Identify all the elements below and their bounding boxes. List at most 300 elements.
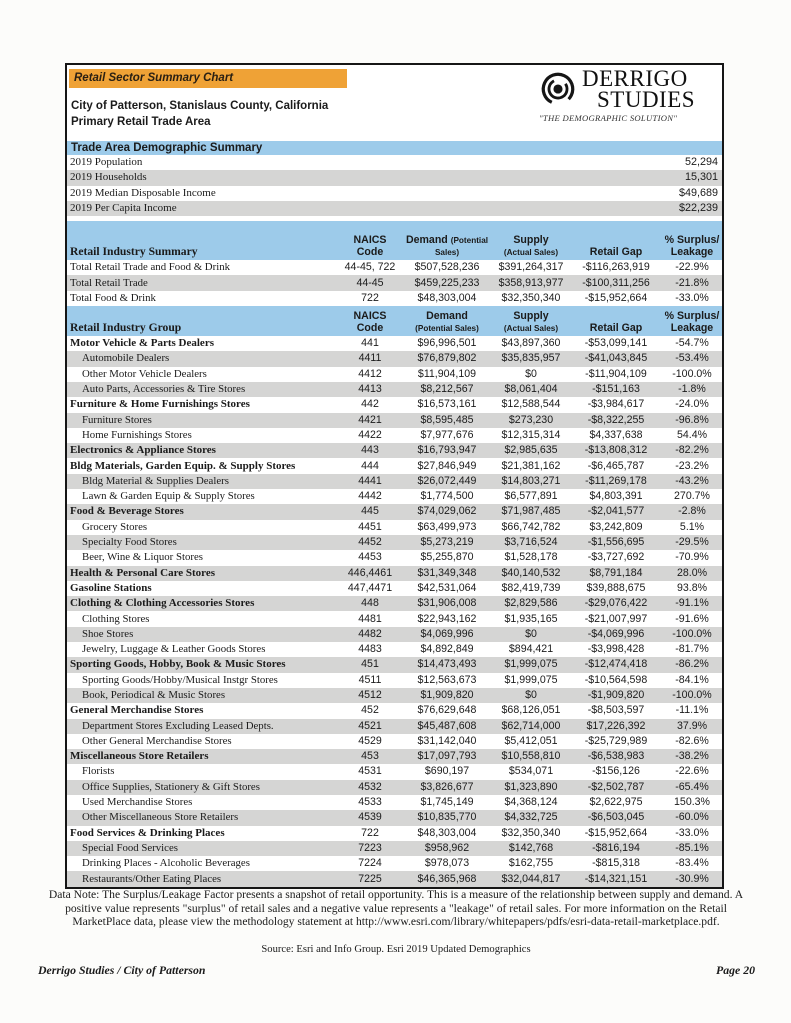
cell-industry-name: Total Retail Trade and Food & Drink <box>70 261 230 274</box>
cell-supply: $1,999,075 <box>504 673 558 686</box>
cell-naics-code: 446,4461 <box>347 566 393 579</box>
demographic-label: 2019 Median Disposable Income <box>70 186 216 199</box>
industry-rows <box>67 336 722 887</box>
cell-surplus-leakage: 37.9% <box>676 719 708 732</box>
table-row <box>67 413 722 428</box>
cell-retail-gap: $2,622,975 <box>589 796 643 809</box>
cell-supply: $62,714,000 <box>501 719 561 732</box>
table-row <box>67 657 722 672</box>
table-row <box>67 826 722 841</box>
cell-demand: $459,225,233 <box>414 276 480 289</box>
cell-retail-gap: -$3,998,428 <box>587 643 645 656</box>
cell-supply: $6,577,891 <box>504 490 558 503</box>
cell-surplus-leakage: -54.7% <box>675 337 709 350</box>
cell-supply: $5,412,051 <box>504 734 558 747</box>
cell-surplus-leakage: -91.6% <box>675 612 709 625</box>
cell-surplus-leakage: -33.0% <box>675 826 709 839</box>
cell-industry-name: Gasoline Stations <box>70 581 152 594</box>
page-footer <box>38 963 755 978</box>
table-row <box>67 856 722 871</box>
cell-demand: $12,563,673 <box>417 673 477 686</box>
cell-industry-name: Auto Parts, Accessories & Tire Stores <box>82 383 246 396</box>
cell-industry-name: General Merchandise Stores <box>70 704 204 717</box>
cell-industry-name: Office Supplies, Stationery & Gift Stores <box>82 780 260 793</box>
cell-supply: $2,985,635 <box>504 444 558 457</box>
cell-surplus-leakage: -84.1% <box>675 673 709 686</box>
cell-surplus-leakage: 28.0% <box>676 566 708 579</box>
table-row <box>67 428 722 443</box>
table-row <box>67 458 722 473</box>
cell-naics-code: 722 <box>361 826 379 839</box>
table-row <box>67 367 722 382</box>
cell-supply: $273,230 <box>508 413 554 426</box>
cell-naics-code: 4413 <box>358 383 382 396</box>
cell-surplus-leakage: -53.4% <box>675 352 709 365</box>
summary-rows <box>67 260 722 306</box>
table-row <box>67 749 722 764</box>
cell-demand: $8,212,567 <box>420 383 474 396</box>
cell-supply: $66,742,782 <box>501 520 561 533</box>
cell-naics-code: 4422 <box>358 428 382 441</box>
cell-supply: $4,332,725 <box>504 811 558 824</box>
cell-retail-gap: -$2,502,787 <box>587 780 645 793</box>
cell-surplus-leakage: -85.1% <box>675 841 709 854</box>
retail-industry-group-header <box>67 306 722 336</box>
cell-industry-name: Home Furnishings Stores <box>82 428 192 441</box>
logo-line2: STUDIES <box>597 87 696 113</box>
table-row <box>67 443 722 458</box>
cell-naics-code: 451 <box>361 658 379 671</box>
cell-naics-code: 441 <box>361 337 379 350</box>
col-surplus-leakage: % Surplus/ Leakage <box>662 221 722 260</box>
cell-surplus-leakage: -1.8% <box>678 383 706 396</box>
cell-demand: $978,073 <box>424 857 470 870</box>
table-row <box>67 351 722 366</box>
cell-industry-name: Sporting Goods/Hobby/Musical Instgr Stores <box>82 673 278 686</box>
cell-supply: $1,323,890 <box>504 780 558 793</box>
cell-retail-gap: -$10,564,598 <box>584 673 648 686</box>
cell-industry-name: Drinking Places - Alcoholic Beverages <box>82 857 250 870</box>
cell-surplus-leakage: -43.2% <box>675 474 709 487</box>
demographic-value: 52,294 <box>684 156 718 168</box>
cell-naics-code: 4531 <box>358 765 382 778</box>
cell-demand: $76,629,648 <box>417 704 477 717</box>
cell-naics-code: 4539 <box>358 811 382 824</box>
cell-industry-name: Total Food & Drink <box>70 291 156 304</box>
table-row <box>67 871 722 886</box>
cell-industry-name: Furniture Stores <box>82 413 152 426</box>
demographic-value: $22,239 <box>678 201 718 214</box>
table-row <box>67 397 722 412</box>
cell-naics-code: 4521 <box>358 719 382 732</box>
cell-demand: $690,197 <box>424 765 470 778</box>
cell-supply: $40,140,532 <box>501 566 561 579</box>
cell-surplus-leakage: -100.0% <box>672 689 712 701</box>
cell-surplus-leakage: 270.7% <box>674 490 710 503</box>
table-row <box>67 596 722 611</box>
table-row <box>67 611 722 626</box>
cell-supply: $0 <box>525 627 537 640</box>
cell-retail-gap: $39,888,675 <box>586 581 646 594</box>
cell-naics-code: 453 <box>361 750 379 763</box>
table-row <box>67 642 722 657</box>
data-note: Data Note: The Surplus/Leakage Factor presents a snapshot of retail opportunity. This is a measure of the relationship between supply and demand. A positive value represents "surplus" of retail sales and a negative value represents a "leakage" of retail sales. For more information on the Retail MarketPlace data, please view the methodology statement at http://www.esri.com/library/whitepapers/pdfs/esri-data-retail-marketplace.pdf. <box>48 888 744 929</box>
cell-retail-gap: -$116,263,919 <box>582 261 650 274</box>
cell-industry-name: Health & Personal Care Stores <box>70 566 216 579</box>
report-title: Retail Sector Summary Chart <box>74 72 234 84</box>
cell-naics-code: 4482 <box>358 627 382 640</box>
col-retail-gap: Retail Gap <box>570 306 662 336</box>
demographic-summary-header: Trade Area Demographic Summary <box>67 141 722 155</box>
cell-retail-gap: -$815,318 <box>592 857 640 870</box>
cell-naics-code: 7224 <box>358 857 382 870</box>
cell-demand: $5,255,870 <box>420 551 474 564</box>
cell-naics-code: 7225 <box>358 872 382 885</box>
cell-surplus-leakage: -91.1% <box>675 597 709 610</box>
cell-supply: $391,264,317 <box>498 261 564 274</box>
cell-naics-code: 443 <box>361 444 379 457</box>
table-row <box>67 260 722 275</box>
cell-surplus-leakage: -22.9% <box>675 261 709 274</box>
cell-demand: $3,826,677 <box>420 780 474 793</box>
cell-demand: $10,835,770 <box>417 811 477 824</box>
cell-retail-gap: -$8,322,255 <box>587 413 645 426</box>
cell-supply: $162,755 <box>508 857 554 870</box>
cell-naics-code: 4481 <box>358 612 382 625</box>
cell-industry-name: Bldg Material & Supplies Dealers <box>82 474 229 487</box>
cell-naics-code: 4451 <box>358 520 382 533</box>
cell-demand: $74,029,062 <box>417 505 477 518</box>
table-row <box>67 336 722 351</box>
cell-retail-gap: -$3,984,617 <box>587 398 645 411</box>
cell-naics-code: 4512 <box>358 689 382 701</box>
cell-surplus-leakage: -38.2% <box>675 750 709 763</box>
cell-surplus-leakage: -81.7% <box>675 643 709 656</box>
report-title-bar <box>69 69 347 88</box>
col-demand: Demand (Potential Sales) <box>402 306 492 336</box>
table-row <box>67 703 722 718</box>
cell-demand: $45,487,608 <box>417 719 477 732</box>
cell-naics-code: 4529 <box>358 734 382 747</box>
cell-industry-name: Used Merchandise Stores <box>82 796 193 809</box>
cell-retail-gap: -$13,808,312 <box>584 444 648 457</box>
cell-supply: $4,368,124 <box>504 796 558 809</box>
table-row <box>67 810 722 825</box>
cell-naics-code: 4412 <box>358 367 382 380</box>
footer-page-number: Page 20 <box>716 963 755 977</box>
cell-demand: $42,531,064 <box>417 581 477 594</box>
cell-retail-gap: -$816,194 <box>592 841 640 854</box>
table-row <box>67 474 722 489</box>
cell-industry-name: Food Services & Drinking Places <box>70 826 225 839</box>
cell-retail-gap: $4,337,638 <box>589 428 643 441</box>
cell-retail-gap: -$151,163 <box>592 383 640 396</box>
cell-supply: $534,071 <box>508 765 554 778</box>
cell-industry-name: Special Food Services <box>82 841 178 854</box>
cell-retail-gap: $3,242,809 <box>589 520 643 533</box>
cell-industry-name: Electronics & Appliance Stores <box>70 444 216 457</box>
cell-surplus-leakage: -33.0% <box>675 291 709 304</box>
cell-supply: $14,803,271 <box>501 474 561 487</box>
cell-retail-gap: -$156,126 <box>592 765 640 778</box>
demographic-row <box>67 186 722 201</box>
cell-naics-code: 4421 <box>358 413 382 426</box>
table-row <box>67 764 722 779</box>
cell-supply: $43,897,360 <box>501 337 561 350</box>
cell-retail-gap: -$6,538,983 <box>587 750 645 763</box>
col-supply: Supply (Actual Sales) <box>492 306 570 336</box>
cell-demand: $22,943,162 <box>417 612 477 625</box>
cell-supply: $8,061,404 <box>504 383 558 396</box>
cell-retail-gap: -$8,503,597 <box>587 704 645 717</box>
demographic-label: 2019 Population <box>70 156 143 168</box>
cell-surplus-leakage: 54.4% <box>676 428 708 441</box>
cell-demand: $4,892,849 <box>420 643 474 656</box>
cell-supply: $32,044,817 <box>501 872 561 885</box>
cell-retail-gap: -$15,952,664 <box>584 291 648 304</box>
cell-surplus-leakage: -86.2% <box>675 658 709 671</box>
cell-demand: $27,846,949 <box>417 459 477 472</box>
cell-industry-name: Clothing & Clothing Accessories Stores <box>70 597 255 610</box>
cell-retail-gap: -$29,076,422 <box>584 597 648 610</box>
report-header <box>67 65 722 141</box>
cell-retail-gap: -$41,043,845 <box>584 352 648 365</box>
cell-demand: $96,996,501 <box>417 337 477 350</box>
cell-supply: $82,419,739 <box>501 581 561 594</box>
cell-supply: $10,558,810 <box>501 750 561 763</box>
cell-surplus-leakage: -82.6% <box>675 734 709 747</box>
cell-supply: $32,350,340 <box>501 826 561 839</box>
cell-industry-name: Total Retail Trade <box>70 276 148 289</box>
cell-retail-gap: -$6,465,787 <box>587 459 645 472</box>
logo-line1: DERRIGO <box>582 66 688 91</box>
cell-supply: $35,835,957 <box>501 352 561 365</box>
cell-demand: $8,595,485 <box>420 413 474 426</box>
cell-industry-name: Book, Periodical & Music Stores <box>82 689 226 701</box>
cell-surplus-leakage: -29.5% <box>675 536 709 549</box>
cell-naics-code: 4533 <box>358 796 382 809</box>
table-row <box>67 566 722 581</box>
cell-surplus-leakage: -82.2% <box>675 444 709 457</box>
cell-demand: $63,499,973 <box>417 520 477 533</box>
cell-industry-name: Sporting Goods, Hobby, Book & Music Stores <box>70 658 286 671</box>
demographic-value: $49,689 <box>678 186 718 199</box>
summary-section-label: Retail Industry Summary <box>67 221 338 260</box>
cell-surplus-leakage: -24.0% <box>675 398 709 411</box>
cell-demand: $31,142,040 <box>417 734 477 747</box>
source-line: Source: Esri and Info Group. Esri 2019 Updated Demographics <box>261 944 531 955</box>
table-row <box>67 627 722 642</box>
cell-surplus-leakage: -83.4% <box>675 857 709 870</box>
demographic-label: 2019 Per Capita Income <box>70 201 177 214</box>
cell-supply: $1,935,165 <box>504 612 558 625</box>
cell-naics-code: 4452 <box>358 536 382 549</box>
cell-demand: $958,962 <box>424 841 470 854</box>
cell-surplus-leakage: -70.9% <box>675 551 709 564</box>
cell-retail-gap: -$11,269,178 <box>585 474 647 487</box>
cell-naics-code: 447,4471 <box>347 581 393 594</box>
cell-supply: $1,999,075 <box>504 658 558 671</box>
cell-retail-gap: $8,791,184 <box>589 566 643 579</box>
table-row <box>67 795 722 810</box>
cell-surplus-leakage: -65.4% <box>675 780 709 793</box>
demographic-row <box>67 201 722 216</box>
trade-area-line: Primary Retail Trade Area <box>71 116 211 128</box>
retail-data-table <box>67 221 722 887</box>
cell-naics-code: 7223 <box>358 841 382 854</box>
cell-naics-code: 445 <box>361 505 379 518</box>
cell-supply: $894,421 <box>508 643 554 656</box>
cell-naics-code: 4441 <box>358 474 382 487</box>
cell-supply: $32,350,340 <box>501 291 561 304</box>
report-table-container <box>65 63 724 889</box>
cell-surplus-leakage: 93.8% <box>676 581 708 594</box>
cell-industry-name: Other Miscellaneous Store Retailers <box>82 811 239 824</box>
cell-industry-name: Automobile Dealers <box>82 352 170 365</box>
cell-naics-code: 4453 <box>358 551 382 564</box>
cell-retail-gap: $17,226,392 <box>586 719 646 732</box>
cell-naics-code: 44-45, 722 <box>344 261 396 274</box>
cell-demand: $1,909,820 <box>420 689 474 701</box>
cell-industry-name: Other Motor Vehicle Dealers <box>82 367 207 380</box>
col-naics: NAICS Code <box>338 221 402 260</box>
cell-surplus-leakage: -21.8% <box>675 276 709 289</box>
cell-industry-name: Jewelry, Luggage & Leather Goods Stores <box>82 643 266 656</box>
cell-retail-gap: -$15,952,664 <box>584 826 648 839</box>
col-supply: Supply (Actual Sales) <box>492 221 570 260</box>
cell-supply: $142,768 <box>508 841 554 854</box>
cell-demand: $7,977,676 <box>420 428 474 441</box>
cell-naics-code: 44-45 <box>356 276 384 289</box>
table-row <box>67 780 722 795</box>
logo-tagline: "THE DEMOGRAPHIC SOLUTION" <box>539 112 678 123</box>
city-line: City of Patterson, Stanislaus County, California <box>71 100 329 112</box>
table-row <box>67 520 722 535</box>
cell-industry-name: Furniture & Home Furnishings Stores <box>70 398 250 411</box>
cell-demand: $76,879,802 <box>417 352 477 365</box>
cell-demand: $1,745,149 <box>420 796 474 809</box>
cell-industry-name: Florists <box>82 765 115 778</box>
cell-retail-gap: -$100,311,256 <box>582 276 650 289</box>
cell-demand: $31,349,348 <box>417 566 477 579</box>
cell-supply: $1,528,178 <box>504 551 558 564</box>
cell-supply: $3,716,524 <box>504 536 558 549</box>
cell-demand: $1,774,500 <box>420 490 474 503</box>
cell-industry-name: Beer, Wine & Liquor Stores <box>82 551 203 564</box>
cell-demand: $14,473,493 <box>417 658 477 671</box>
table-row <box>67 688 722 703</box>
cell-naics-code: 4442 <box>358 490 382 503</box>
table-row <box>67 504 722 519</box>
cell-supply: $0 <box>525 689 537 701</box>
cell-surplus-leakage: -96.8% <box>675 413 709 426</box>
cell-demand: $46,365,968 <box>417 872 477 885</box>
col-surplus-leakage: % Surplus/ Leakage <box>662 306 722 336</box>
cell-surplus-leakage: -100.0% <box>672 367 712 380</box>
cell-naics-code: 4532 <box>358 780 382 793</box>
cell-demand: $5,273,219 <box>420 536 474 549</box>
cell-naics-code: 448 <box>361 597 379 610</box>
cell-naics-code: 452 <box>361 704 379 717</box>
cell-industry-name: Motor Vehicle & Parts Dealers <box>70 337 214 350</box>
table-row <box>67 581 722 596</box>
cell-retail-gap: $4,803,391 <box>589 490 643 503</box>
table-row <box>67 489 722 504</box>
cell-surplus-leakage: -60.0% <box>675 811 709 824</box>
cell-surplus-leakage: 150.3% <box>674 796 710 809</box>
cell-supply: $2,829,586 <box>504 597 558 610</box>
table-row <box>67 382 722 397</box>
cell-retail-gap: -$21,007,997 <box>584 612 648 625</box>
cell-retail-gap: -$2,041,577 <box>587 505 645 518</box>
cell-industry-name: Grocery Stores <box>82 520 148 533</box>
cell-surplus-leakage: -2.8% <box>678 505 706 518</box>
cell-naics-code: 4511 <box>358 673 382 686</box>
cell-demand: $48,303,004 <box>417 291 477 304</box>
cell-retail-gap: -$6,503,045 <box>587 811 645 824</box>
table-row <box>67 275 722 290</box>
cell-industry-name: Other General Merchandise Stores <box>82 734 232 747</box>
cell-industry-name: Department Stores Excluding Leased Depts. <box>82 719 274 732</box>
cell-demand: $4,069,996 <box>420 627 474 640</box>
cell-naics-code: 4411 <box>358 352 382 365</box>
table-row <box>67 719 722 734</box>
demographic-label: 2019 Households <box>70 171 147 184</box>
table-row <box>67 841 722 856</box>
cell-retail-gap: -$1,909,820 <box>587 689 645 701</box>
cell-demand: $11,904,109 <box>417 367 477 380</box>
cell-retail-gap: -$12,474,418 <box>584 658 648 671</box>
cell-surplus-leakage: -22.6% <box>675 765 709 778</box>
cell-retail-gap: -$11,904,109 <box>585 367 647 380</box>
demographic-summary-rows <box>67 155 722 216</box>
demographic-value: 15,301 <box>684 171 718 184</box>
demographic-row <box>67 170 722 185</box>
cell-supply: $12,588,544 <box>501 398 561 411</box>
table-row <box>67 550 722 565</box>
cell-retail-gap: -$3,727,692 <box>587 551 645 564</box>
cell-retail-gap: -$53,099,141 <box>584 337 648 350</box>
col-retail-gap: Retail Gap <box>570 221 662 260</box>
cell-supply: $71,987,485 <box>501 505 561 518</box>
cell-supply: $0 <box>525 367 537 380</box>
cell-industry-name: Lawn & Garden Equip & Supply Stores <box>82 490 255 503</box>
cell-naics-code: 4483 <box>358 643 382 656</box>
cell-industry-name: Restaurants/Other Eating Places <box>82 872 222 885</box>
cell-industry-name: Shoe Stores <box>82 627 134 640</box>
group-section-label: Retail Industry Group <box>67 306 338 336</box>
table-row <box>67 291 722 306</box>
cell-industry-name: Clothing Stores <box>82 612 150 625</box>
cell-supply: $358,913,977 <box>498 276 564 289</box>
cell-demand: $26,072,449 <box>417 474 477 487</box>
cell-demand: $48,303,004 <box>417 826 477 839</box>
cell-demand: $17,097,793 <box>417 750 477 763</box>
cell-surplus-leakage: -30.9% <box>675 872 709 885</box>
table-row <box>67 734 722 749</box>
cell-supply: $68,126,051 <box>501 704 561 717</box>
cell-demand: $16,573,161 <box>417 398 477 411</box>
cell-demand: $16,793,947 <box>417 444 477 457</box>
cell-surplus-leakage: 5.1% <box>679 520 705 533</box>
cell-retail-gap: -$14,321,151 <box>584 872 648 885</box>
cell-retail-gap: -$1,556,695 <box>587 536 645 549</box>
cell-demand: $31,906,008 <box>417 597 477 610</box>
cell-surplus-leakage: -100.0% <box>672 627 712 640</box>
cell-supply: $12,315,314 <box>501 428 561 441</box>
retail-industry-summary-header <box>67 221 722 260</box>
col-demand: Demand (Potential Sales) <box>402 221 492 260</box>
